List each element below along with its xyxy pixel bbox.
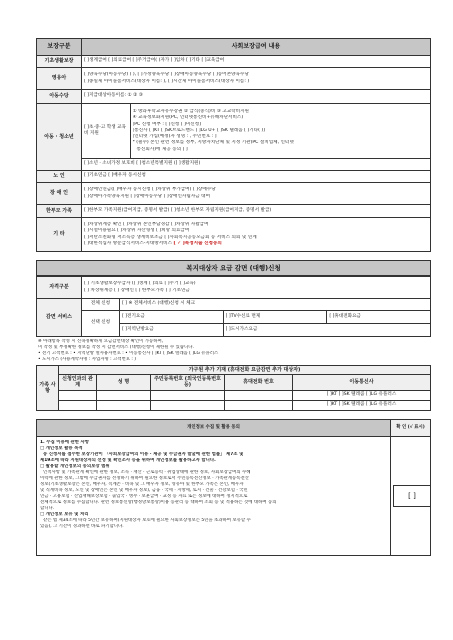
- discount-notes: ※ 아래항목 작성 시 신속정확하게 요금감면대상 확인이 가능하며, 미 작성 및 부정확한 정보를 작성 시 감면서비스 (대행)신청이 제한될 수 있습니다. • 전기 고객번호 : • 지역난방 열사용자번호 : • 이동통신사 [ ]KT [ ]SK 텔레콤 [ ]LG 유플러스 • 도시가스 (사용계약자명 : 사업자명 : 고객번호 : ): [36, 337, 431, 365]
- row-text-elderly[interactable]: [ ]기초연금 [ ]배우자 동시신청: [82, 171, 431, 183]
- row-text-infant[interactable]: [ ]양육수당(아동수당) ( ), [ ]가정양육수당 [ ]장애아동양육수당 [ ]농어촌양육수당 [ ]종일제 아이돌봄서비스(대상자 이름: ), [ ]시간제 아이돌봄서비스(대상자 이름: ): [82, 68, 431, 90]
- gas-fields[interactable]: • 도시가스 (사용계약자명 : 사업자명 : 고객번호 : ): [38, 357, 136, 362]
- electric-number-fields[interactable]: • 전기 고객번호 : • 지역난방 열사용자번호 : • 이동통신사 [ ]KT [ ]SK 텔레콤 [ ]LG 유플러스: [38, 351, 219, 356]
- row-text-basic[interactable]: [ ]생계급여 [ ]의료급여 [ ]주거급여( )자가 [ ]임차 [ ]기타 [ ]교육급여: [82, 56, 431, 68]
- check-header: 확 인 (√ 표시): [391, 419, 431, 436]
- welfare-table: [36, 38, 431, 252]
- header-content: 사회보장급여 내용: [82, 39, 431, 56]
- col-id: 주민등록번호 (외국인등록번호 등): [151, 375, 225, 390]
- row-label-youth: 아동 · 청소년: [37, 104, 82, 171]
- carrier-select-2[interactable]: [ ]KT [ ]SK 텔레콤 [ ]LG 유플러스: [293, 400, 431, 410]
- name-input-2[interactable]: [97, 400, 151, 410]
- col-carrier: 이동통신사: [293, 375, 431, 390]
- household-table: [36, 365, 431, 411]
- id-input-2[interactable]: [151, 400, 225, 410]
- row-label-child-allowance: 아동수당: [37, 90, 82, 104]
- row-label-single-parent: 한부모 가족: [37, 205, 82, 218]
- relation-input-1[interactable]: [59, 390, 97, 400]
- row-label-etc: 기 타: [37, 218, 82, 252]
- household-label: 가족 사항: [37, 366, 59, 411]
- privacy-title: 개인정보 수집 및 활용 동의: [37, 419, 391, 436]
- household-title: 가구원 추가 기재 (휴대전화 요금감면 추가 대상자): [59, 366, 431, 375]
- opt-gas[interactable]: [ ]도시가스요금: [223, 324, 430, 337]
- discount-table: [36, 276, 431, 337]
- opt-heating[interactable]: [ ]지역난방요금: [120, 324, 224, 337]
- opt-electric[interactable]: [ ]전기요금: [120, 311, 224, 324]
- privacy-body: 1. 수집 이용에 관한 사항 □ 개인정보 활용 목적 동 신청서를 접수한 보장기관이 「사회보장급여의 이용 · 제공 및 수급권자 발굴에 관한 법률」 제7조 및 제19조에 따라 지원대상자의 선정 및 확인조사 등을 위하여 개인정보를 활용하고자 합니다. □ 활용할 개인정보의 동의보장 범위 인적사항 및 가족관계 확인에 관한 정보, 소득 · 재산 · 근로능력 · 취업상태에 관한 정보, 사회보장급여의 수혜 이력에 관한 정보, 그밖에 수급권자를 선정하기 위하여 필요한 정보로서 주민등록전산정보 · 가족관계등록전산 정보(기초생활보장은 본인, 배우자, 직계존 · 비속 및 그 배우자 정보, 영유아 및 한부모 가족은 본인, 배우자 및 직계비속 정보, 노인 및 장애인은 본인 및 배우자 정보), 금융 · 국세 · 지방세, 토지 · 건물 · 건강보험 · 국민 연금 · 고용보험 · 산업재해보상보험 · 출입국 · 병무 · 보훈급여 · 교정 등 자료 또는 정보에 대하여 정지적으로 전체적으로 정보를 수집합니다. 관련 정보통신망(행정망보통망)이용 동관리 등 대하여 조회 등 및 적용하는 것에 대하여 동의 합니다. □ 개인정보 보유 및 처리 같은 법 제34조에 따라 5년간 보유하며(지원대상자 보호에 필요한 사회보장정보는 5년을 초과하여 보유할 수 있음), 그 기간이 경과하면 바로 파기합니다.: [37, 436, 391, 555]
- col-phone: 휴대전화 번호: [225, 375, 293, 390]
- carrier-select-1[interactable]: [ ]KT [ ]SK 텔레콤 [ ]LG 유플러스: [293, 390, 431, 400]
- all-apply-label: 전체 신청: [82, 299, 120, 311]
- privacy-table: [36, 419, 431, 556]
- relation-input-2[interactable]: [59, 400, 97, 410]
- id-input-1[interactable]: [151, 390, 225, 400]
- youth-edu-details: ① 방과후학교자유수강권 ② 급식(중식)비 ③ 고교학비지원 ④ 교육정보화지원(PC, 인터넷통신비+유해차단서비스) [PC 신청 여부 : [ ]신청 [ ]미신청] [통신사 [ ]KT [ ]SK브로드밴드 [ ]LG U+ [ ]SK 텔레콤 [ ]기타( )] [인터넷 가입(예정)자 성명 : , 주민번호 : ] * (필수) 본인 관련 정보를 정부, 지방자치단체 및 지정 기관(PC 설치업체, 인터넷 통신회사)에 제공 동의 [ ]: [132, 109, 294, 152]
- row-label-infant: 영유아: [37, 68, 82, 90]
- row-text-child-allowance[interactable]: [ ]지급대상아동이름: ① ② ③: [82, 90, 431, 104]
- service-label: 감면 서비스: [37, 299, 82, 337]
- privacy-consent-checkbox[interactable]: [ ]: [393, 485, 431, 507]
- row-text-youth-extra[interactable]: [ ]소년 · 소녀가정 보호비 [ ]청소년특별지원 ([ ]생활지원): [82, 159, 431, 171]
- all-apply-checkbox[interactable]: [ ] ※ 전체서비스 (대행)신청 시 체크: [120, 299, 431, 311]
- qualification-options[interactable]: [ ] 기초생활보장수급자 ([ ]생계 [ ]의료 [ ]주거 [ ]교육) [ ] 차상위계층 [ ] 장애인 [ ] 한부모가족 [ ] 기초연금: [82, 277, 431, 299]
- discount-section-title: 복지대상자 요금 감면 (대행)신청: [36, 260, 431, 276]
- row-label-basic: 기초생활보장: [37, 56, 82, 68]
- col-relation: 신청인과의 관계: [59, 375, 97, 390]
- opt-tv[interactable]: [ ]TV수신료 면제: [223, 311, 327, 324]
- special-expense-consent[interactable]: [ ✓ ]특정지출 신청동의: [173, 240, 222, 246]
- row-text-disabled[interactable]: [ ]장애인연금([ ]배우자 동시신청 [ ]차상위 부가급여) [ ]장애수당 [ ]장애아가족양육지원 [ ]장애아동수당 [ ]장애인자립자금 대여: [82, 183, 431, 205]
- phone-input-1[interactable]: [225, 390, 293, 400]
- header-category: 보장구분: [37, 39, 82, 56]
- row-label-elderly: 노 인: [37, 171, 82, 183]
- phone-input-2[interactable]: [225, 400, 293, 410]
- youth-edu-support[interactable]: [ ]초·중·고 학생 교육비 지원: [82, 104, 130, 158]
- row-label-disabled: 장 애 인: [37, 183, 82, 205]
- opt-mobile[interactable]: [ ]휴대전화요금: [327, 311, 431, 324]
- row-text-etc[interactable]: [ ]차상위계층 확인 [ ]차상위 본인부담경감 [ ]차상위 자활급여 [ ]시설이용필요 [ ]차상위 자산형성 [ ]희망 의료급여 [ ]저탄소친화형 저소득층 생계비보조금 [ ]사회복지공동모금회 등 서비스 의뢰 및 연계 [ ]대한적십자 방문급식서비스-지대방서비스 [ ✓ ]특정지출 신청동의: [82, 218, 431, 252]
- qualification-label: 자격구분: [37, 277, 82, 299]
- col-name: 성 명: [97, 375, 151, 390]
- select-apply-label: 선택 신청: [82, 311, 120, 337]
- name-input-1[interactable]: [97, 390, 151, 400]
- row-text-single-parent[interactable]: [ ]한부모 가족지원(급여지급, 증명서 발급) [ ]청소년 한부모 자립지원(급여지급, 증명서 발급): [82, 205, 431, 218]
